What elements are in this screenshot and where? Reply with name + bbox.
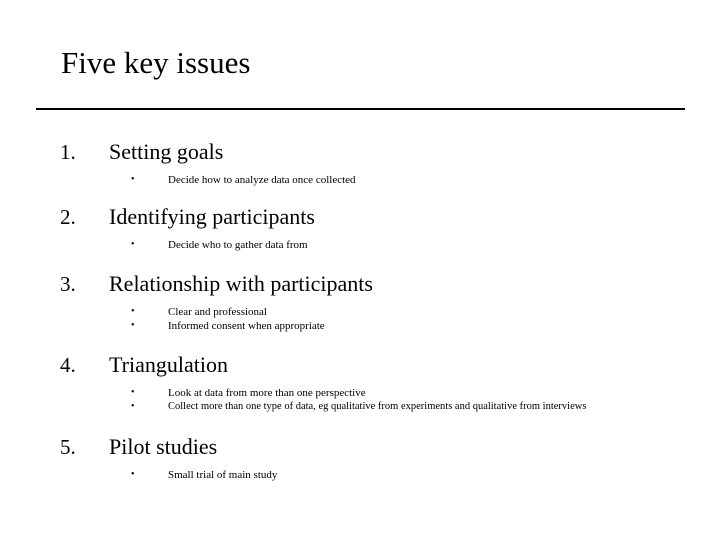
bullet-list <box>0 238 720 252</box>
bullet-item <box>0 173 720 187</box>
bullet-item <box>0 468 720 482</box>
bullet-text: Collect more than one type of data, eg qualitative from experiments and qualitative from interviews <box>168 401 587 412</box>
issue-number: 2. <box>60 205 76 229</box>
issue-number: 4. <box>60 353 76 377</box>
issue-heading: Identifying participants <box>109 204 315 229</box>
bullet-dot-icon: • <box>131 320 135 331</box>
bullet-text: Informed consent when appropriate <box>168 320 325 332</box>
slide-title: Five key issues <box>61 45 251 80</box>
issue-heading: Triangulation <box>109 352 228 377</box>
bullet-list <box>0 305 720 333</box>
bullet-item <box>0 400 720 414</box>
bullet-dot-icon: • <box>131 239 135 250</box>
bullet-item <box>0 305 720 319</box>
bullet-text: Decide how to analyze data once collected <box>168 174 356 186</box>
bullet-list <box>0 173 720 187</box>
bullet-text: Decide who to gather data from <box>168 239 308 251</box>
issue-number: 3. <box>60 272 76 296</box>
bullet-item <box>0 386 720 400</box>
title-divider <box>36 108 685 110</box>
bullet-dot-icon: • <box>131 174 135 185</box>
bullet-item <box>0 238 720 252</box>
bullet-dot-icon: • <box>131 306 135 317</box>
bullet-text: Clear and professional <box>168 306 267 318</box>
bullet-dot-icon: • <box>131 387 135 398</box>
bullet-item <box>0 319 720 333</box>
bullet-list <box>0 468 720 482</box>
bullet-text: Look at data from more than one perspective <box>168 387 366 399</box>
bullet-dot-icon: • <box>131 469 135 480</box>
issue-heading: Setting goals <box>109 139 224 164</box>
issue-heading: Pilot studies <box>109 434 218 459</box>
bullet-list <box>0 386 720 414</box>
issue-number: 1. <box>60 140 76 164</box>
issue-number: 5. <box>60 435 76 459</box>
issue-heading: Relationship with participants <box>109 271 373 296</box>
bullet-text: Small trial of main study <box>168 469 278 481</box>
bullet-dot-icon: • <box>131 401 135 412</box>
